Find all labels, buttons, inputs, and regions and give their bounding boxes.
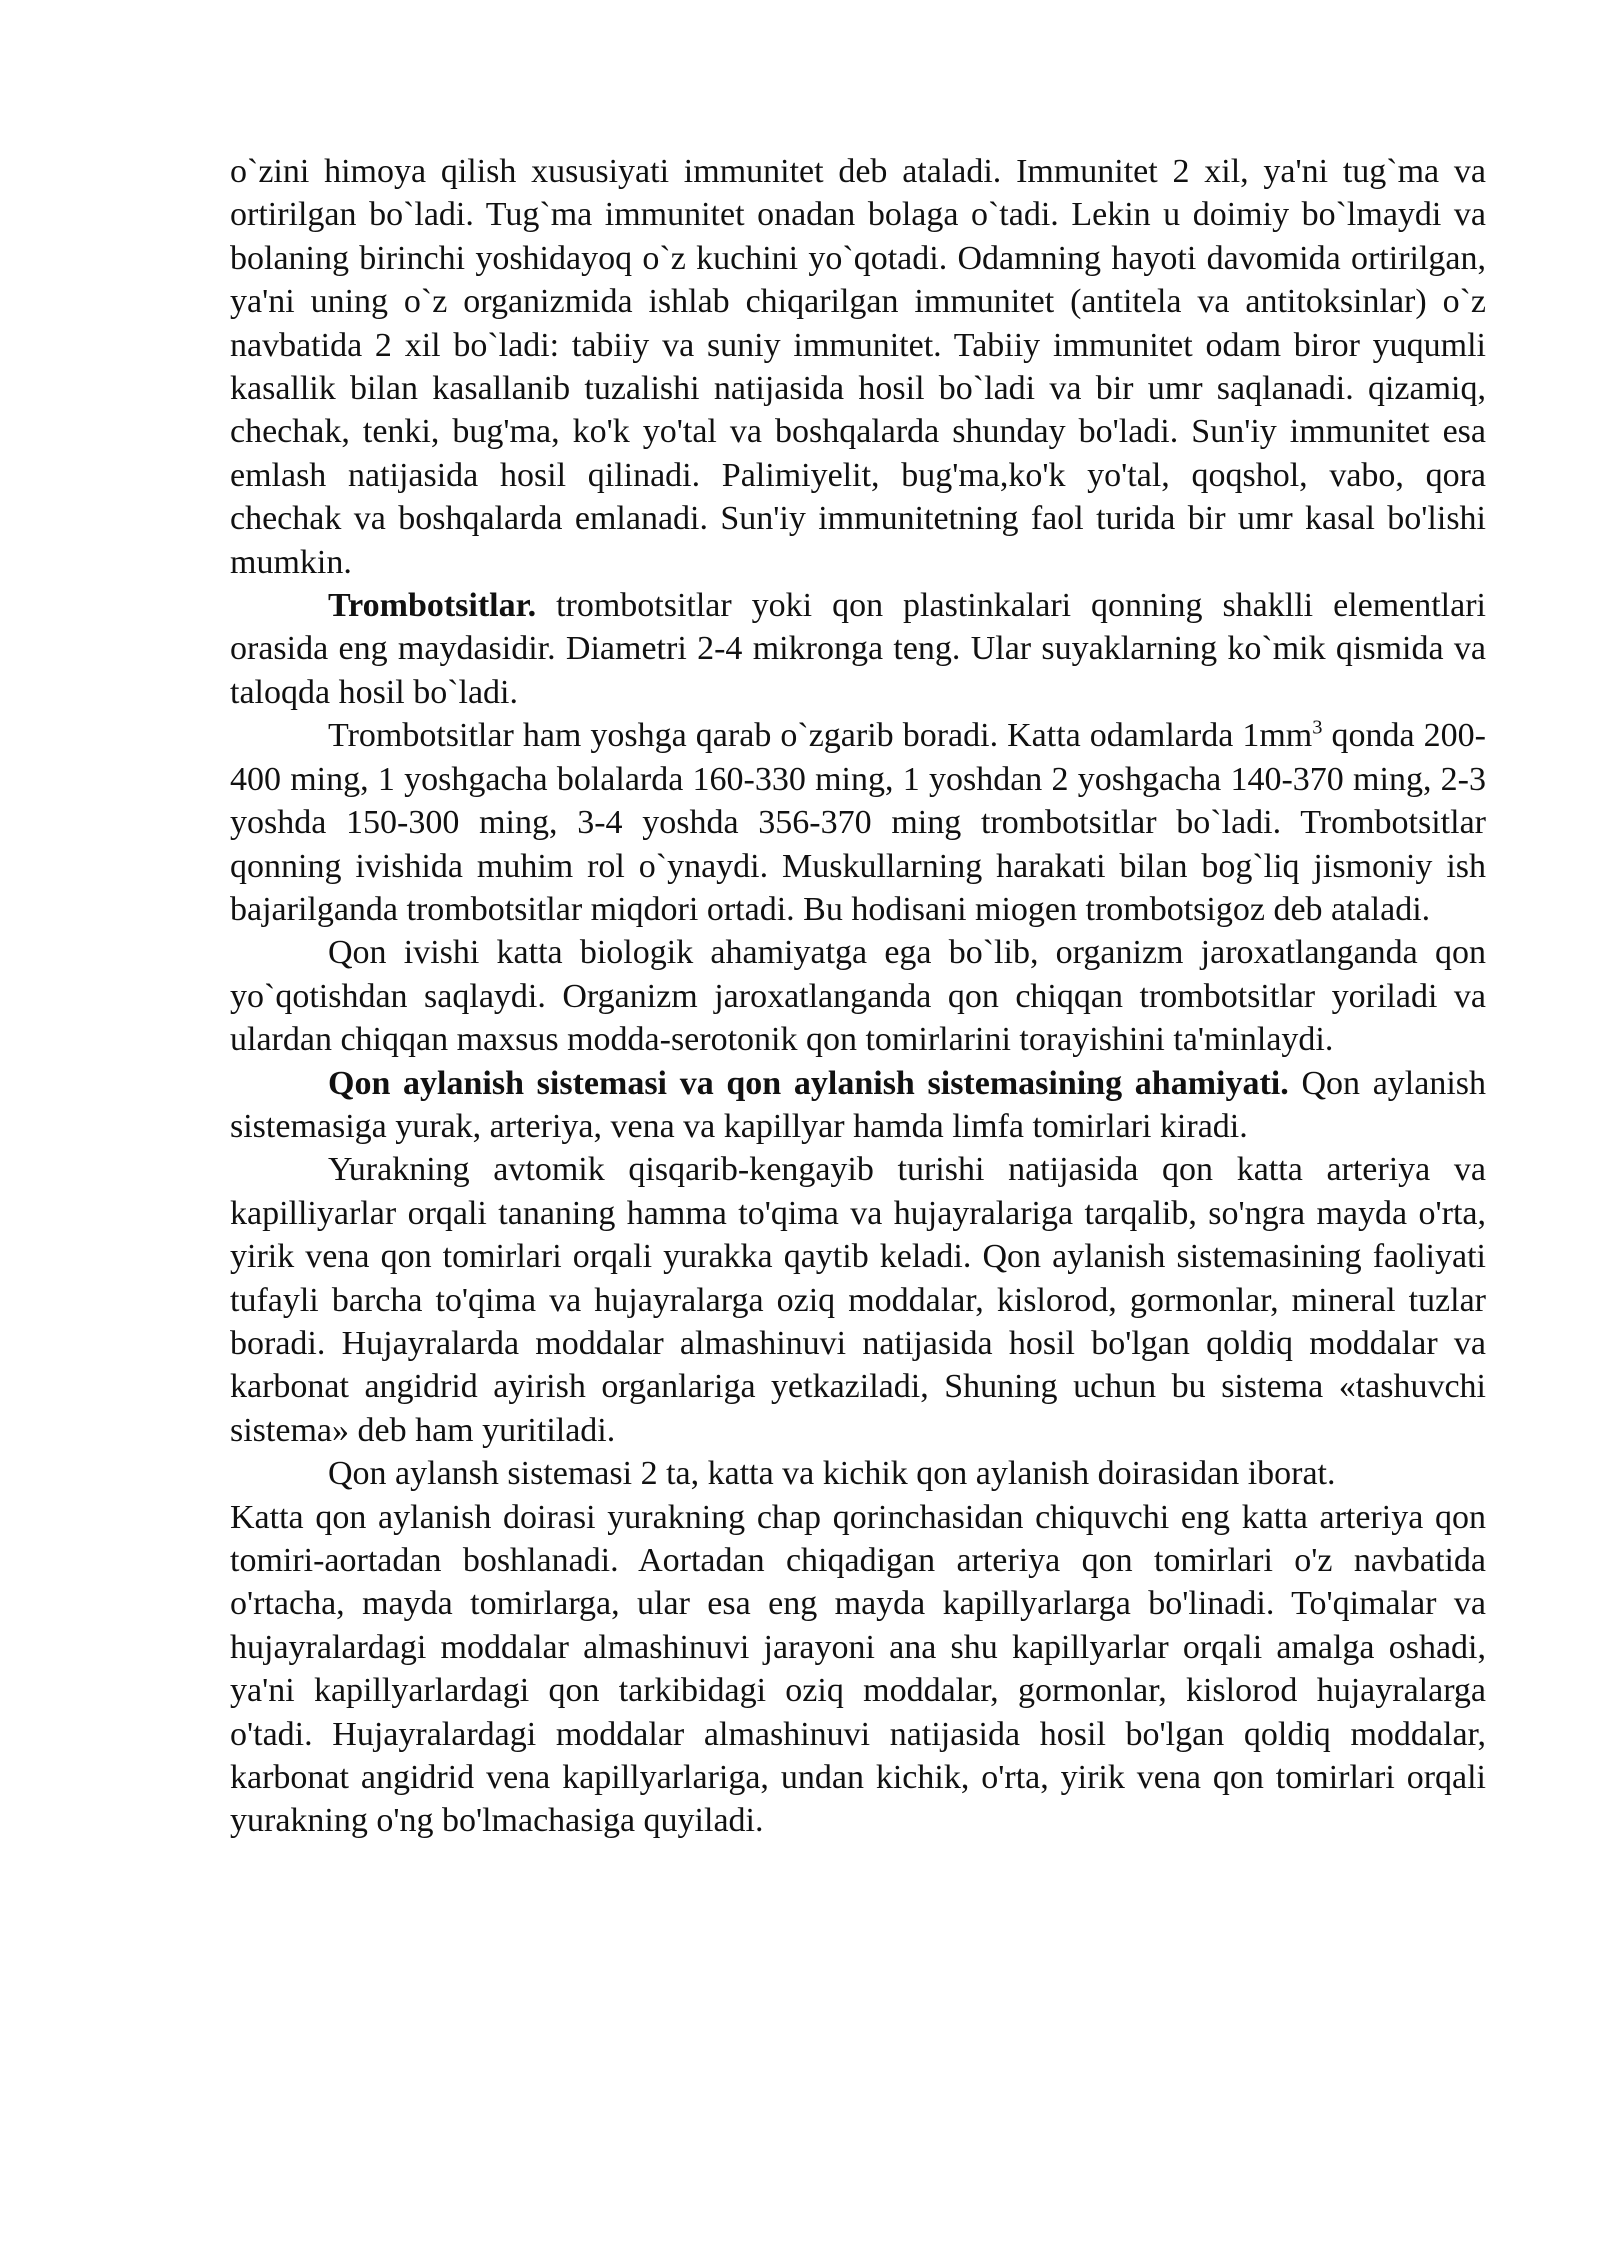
paragraph-circulation-circles-first-line: Qon aylansh sistemasi 2 ta, katta va kichik qon aylanish doirasidan iborat.: [328, 1455, 1336, 1493]
paragraph-systemic-circulation: Katta qon aylanish doirasi yurakning chap qorinchasidan chiquvchi eng katta arteriya qon tomiri-aortadan boshlanadi. Aortadan chiqadigan arteriya qon tomirlari o'z navbatida o'rtacha, mayda tomirlarga, ular esa eng mayda kapillyarlarga bo'linadi. To'qimalar va hujayralardagi moddalar almashinuvi jarayoni ana shu kapillyarlar orqali amalga oshadi, ya'ni kapillyarlardagi qon tarkibidagi oziq moddalar, gormonlar, kislorod hujayralarga o'tadi. Hujayralardagi moddalar almashinuvi natijasida hosil bo'lgan qoldiq moddalar, karbonat angidrid vena kapillyarlariga, undan kichik, o'rta, yirik vena qon tomirlari orqali yurakning o'ng bo'lmachasiga quyiladi.: [230, 1498, 1486, 1840]
paragraph-circulatory-system: [230, 1062, 1486, 1149]
paragraph-heart-function: Yurakning avtomik qisqarib-kengayib turishi natijasida qon katta arteriya va kapilliyarlar orqali tananing hamma to'qima va hujayralariga tarqalib, so'ngra mayda o'rta, yirik vena qon tomirlari orqali yurakka qaytib keladi. Qon aylanish sistemasining faoliyati tufayli barcha to'qima va hujayralarga oziq moddalar, kislorod, gormonlar, mineral tuzlar boradi. Hujayralarda moddalar almashinuvi natijasida hosil bo'lgan qoldiq moddalar va karbonat angidrid ayirish organlariga yetkaziladi, Shuning uchun bu sistema «tashuvchi sistema» deb ham yuritiladi.: [230, 1151, 1486, 1449]
superscript-cubed: 3: [1312, 716, 1323, 739]
paragraph-thrombocytes-text: trombotsitlar yoki qon plastinkalari qonning shaklli elementlari orasida eng maydasidir. Diametri 2-4 mikronga teng. Ular suyaklarning ko`mik qismida va taloqda hosil bo`ladi.: [230, 587, 1486, 711]
paragraph-circulatory-system-text: Qon aylanish sistemasiga yurak, arteriya, vena va kapillyar hamda limfa tomirlari kiradi.: [230, 1064, 1487, 1145]
paragraph-thrombocyte-counts: [230, 714, 1486, 931]
paragraph-thrombocyte-counts-text-b: qonda 200-400 ming, 1 yoshgacha bolalarda 160-330 ming, 1 yoshdan 2 yoshgacha 140-370 ming, 2-3 yoshda 150-300 ming, 3-4 yoshda 356-370 ming trombotsitlar bo`ladi. Trombotsitlar qonning ivishida muhim rol o`ynaydi. Muskullarning harakati bilan bog`liq jismoniy ish bajarilganda trombotsitlar miqdori ortadi. Bu hodisani miogen trombotsigoz deb ataladi.: [230, 717, 1486, 928]
document-page: [230, 150, 1486, 1843]
paragraph-thrombocytes: [230, 584, 1486, 714]
paragraph-blood-clotting: Qon ivishi katta biologik ahamiyatga ega bo`lib, organizm jaroxatlanganda qon yo`qotishdan saqlaydi. Organizm jaroxatlanganda qon chiqqan trombotsitlar yoriladi va ulardan chiqqan maxsus modda-serotonik qon tomirlarini torayishini ta'minlaydi.: [230, 934, 1486, 1059]
heading-circulatory-system: Qon aylanish sistemasi va qon aylanish sistemasining ahamiyati.: [328, 1064, 1289, 1102]
paragraph-immunity: o`zini himoya qilish xususiyati immunitet deb ataladi. Immunitet 2 xil, ya'ni tug`ma va ortirilgan bo`ladi. Tug`ma immunitet onadan bolaga o`tadi. Lekin u doimiy bo`lmaydi va bolaning birinchi yoshidayoq o`z kuchini yo`qotadi. Odamning hayoti davomida ortirilgan, ya'ni uning o`z organizmida ishlab chiqarilgan immunitet (antitela va antitoksinlar) o`z navbatida 2 xil bo`ladi: tabiiy va suniy immunitet. Tabiiy immunitet odam biror yuqumli kasallik bilan kasallanib tuzalishi natijasida hosil bo`ladi va bir umr saqlanadi. qizamiq, chechak, tenki, bug'ma, ko'k yo'tal va boshqalarda shunday bo'ladi. Sun'iy immunitet esa emlash natijasida hosil qilinadi. Palimiyelit, bug'ma,ko'k yo'tal, qoqshol, vabo, qora chechak va boshqalarda emlanadi. Sun'iy immunitetning faol turida bir umr kasal bo'lishi mumkin.: [230, 153, 1486, 581]
paragraph-thrombocyte-counts-text-a: Trombotsitlar ham yoshga qarab o`zgarib boradi. Katta odamlarda 1mm: [328, 717, 1313, 755]
heading-thrombocytes: Trombotsitlar.: [328, 587, 537, 625]
